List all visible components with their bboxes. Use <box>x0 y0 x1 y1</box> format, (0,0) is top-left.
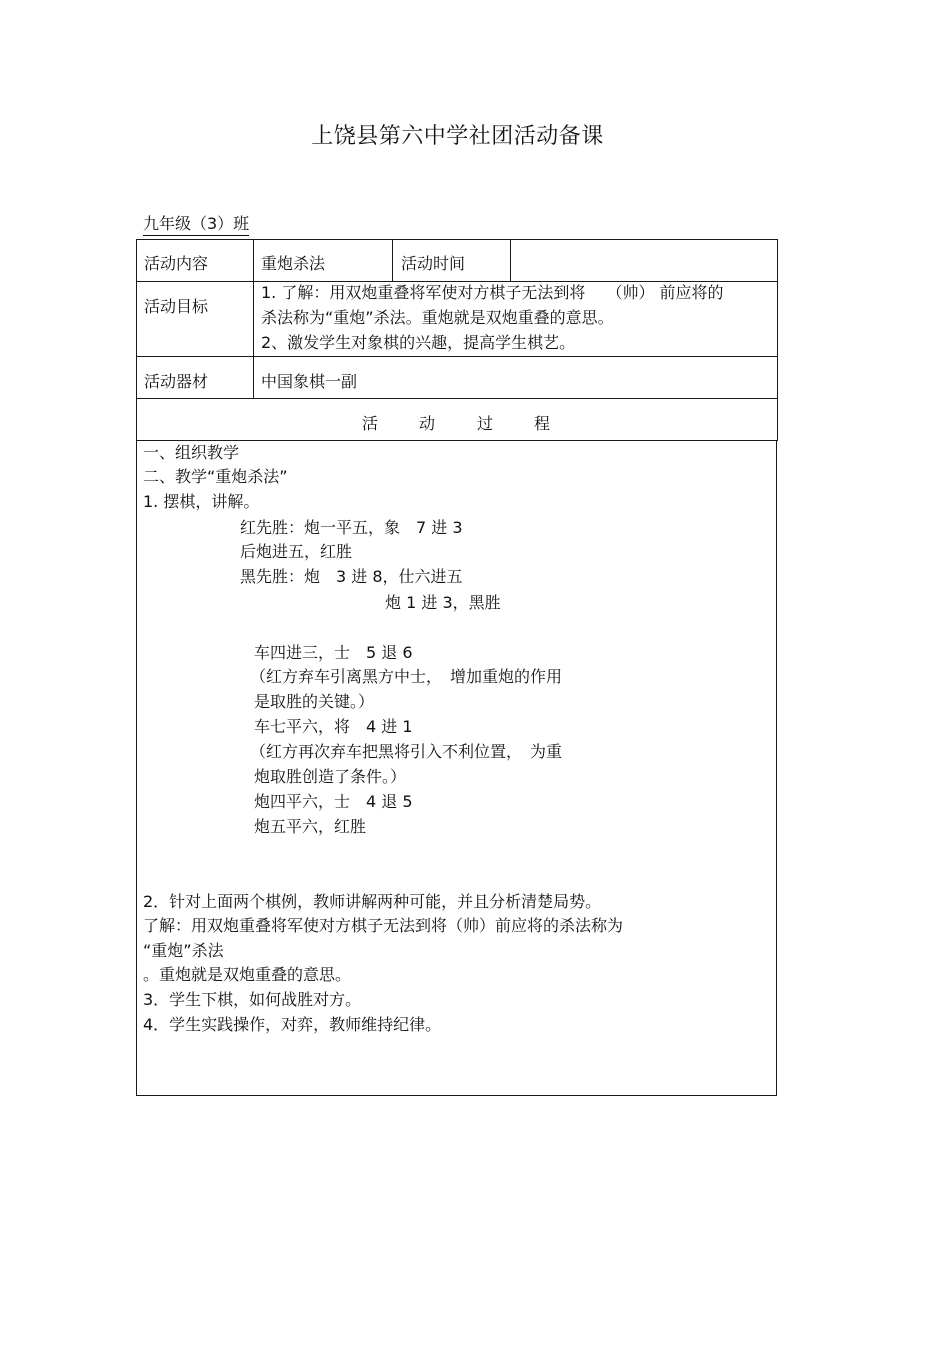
equipment-value: 中国象棋一副 <box>261 372 358 391</box>
row-divider <box>136 398 778 399</box>
label-activity-time: 活动时间 <box>401 254 466 273</box>
process-header-char: 活 <box>362 414 379 433</box>
goal-line: 杀法称为“重炮”杀法。重炮就是双炮重叠的意思。 <box>261 308 614 327</box>
summary-line: 3．学生下棋，如何战胜对方。 <box>143 990 362 1009</box>
summary-line: 2．针对上面两个棋例，教师讲解两种可能，并且分析清楚局势。 <box>143 892 602 911</box>
process-header-char: 过 <box>477 414 494 433</box>
move-line: 车四进三，士 5 退 6 <box>254 643 413 662</box>
process-line: 1. 摆棋，讲解。 <box>143 492 260 511</box>
process-line: 一、组织教学 <box>143 443 240 462</box>
move-line: 炮取胜创造了条件。） <box>254 767 407 786</box>
label-activity-content: 活动内容 <box>144 254 209 273</box>
label-activity-equipment: 活动器材 <box>144 372 209 391</box>
goal-line: 2、激发学生对象棋的兴趣，提高学生棋艺。 <box>261 333 576 352</box>
example-line: 后炮进五，红胜 <box>240 542 353 561</box>
example-line: 炮 1 进 3，黑胜 <box>385 593 501 612</box>
goal-line: 1. 了解：用双炮重叠将军使对方棋子无法到将 （帅） 前应将的 <box>261 283 724 302</box>
label-activity-goal: 活动目标 <box>144 297 209 316</box>
document-title: 上饶县第六中学社团活动备课 <box>311 124 604 149</box>
activity-content-value: 重炮杀法 <box>261 254 326 273</box>
summary-line: “重炮”杀法 <box>143 941 224 960</box>
col-divider <box>510 239 511 281</box>
move-line: （红方弃车引离黑方中士， 增加重炮的作用 <box>250 667 563 686</box>
summary-line: 。重炮就是双炮重叠的意思。 <box>143 965 352 984</box>
summary-line: 4．学生实践操作，对弈，教师维持纪律。 <box>143 1015 442 1034</box>
move-line: 炮五平六，红胜 <box>254 817 367 836</box>
example-line: 红先胜：炮一平五，象 7 进 3 <box>240 518 463 537</box>
process-line: 二、教学“重炮杀法” <box>143 467 288 486</box>
col-divider <box>253 239 254 398</box>
summary-line: 了解：用双炮重叠将军使对方棋子无法到将（帅）前应将的杀法称为 <box>143 916 624 935</box>
process-header-char: 动 <box>419 414 436 433</box>
example-line: 黑先胜：炮 3 进 8，仕六进五 <box>240 567 463 586</box>
move-line: 是取胜的关键。） <box>254 692 375 711</box>
move-line: （红方再次弃车把黑将引入不利位置， 为重 <box>250 742 563 761</box>
move-line: 炮四平六，士 4 退 5 <box>254 792 413 811</box>
move-line: 车七平六，将 4 进 1 <box>254 717 413 736</box>
col-divider <box>392 239 393 281</box>
class-label: 九年级（3）班 <box>143 211 249 236</box>
process-header-char: 程 <box>534 414 551 433</box>
row-divider <box>136 356 778 357</box>
